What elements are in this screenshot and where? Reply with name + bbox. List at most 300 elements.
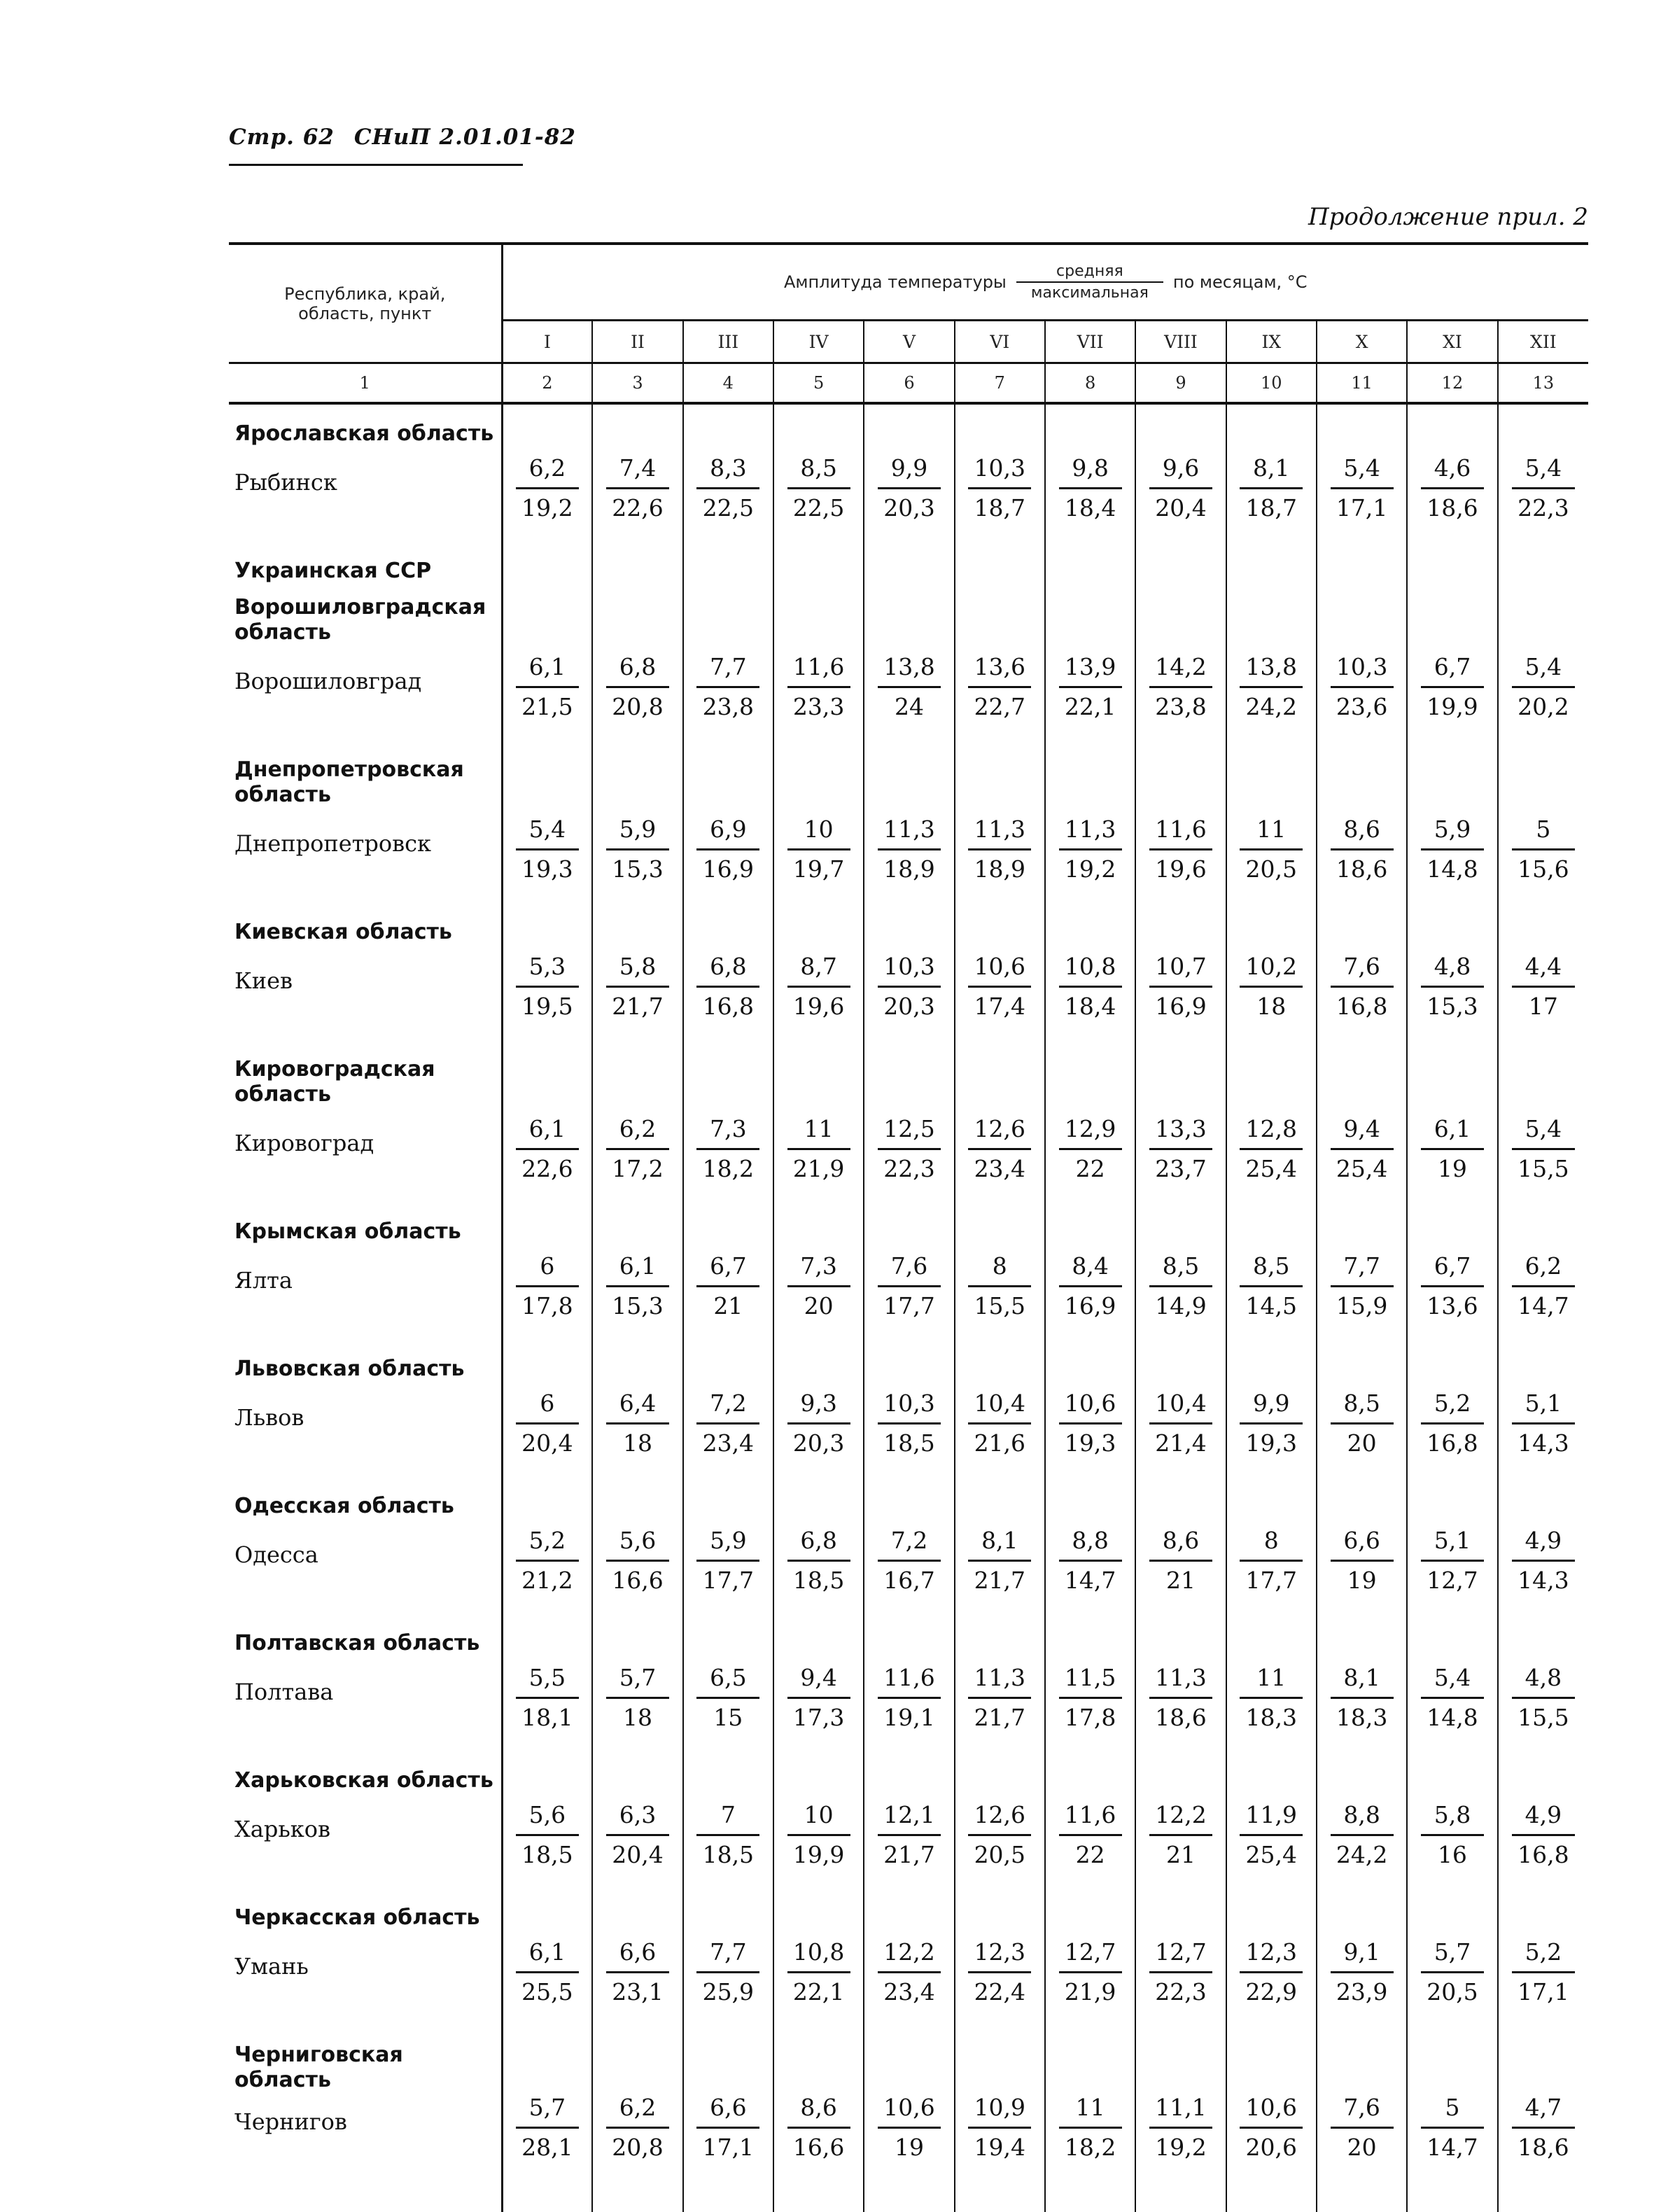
column-number: 13 xyxy=(1498,363,1588,404)
max-amplitude: 18 xyxy=(1256,993,1287,1020)
amplitude-cell xyxy=(1498,952,1588,1053)
empty-cell xyxy=(1045,1352,1135,1389)
amplitude-cell xyxy=(864,652,954,753)
amplitude-cell xyxy=(955,815,1045,916)
empty-cell xyxy=(683,1490,773,1526)
mean-amplitude: 10,3 xyxy=(883,953,935,980)
max-amplitude: 21,7 xyxy=(612,993,664,1020)
amplitude-cell xyxy=(1317,815,1407,916)
city-row xyxy=(229,1252,1588,1352)
max-amplitude: 21,4 xyxy=(1155,1429,1207,1457)
mean-amplitude: 13,3 xyxy=(1155,1115,1207,1142)
empty-cell xyxy=(1407,1490,1497,1526)
mean-amplitude: 5,5 xyxy=(528,1664,566,1691)
amplitude-fraction xyxy=(774,1389,863,1457)
amplitude-fraction xyxy=(684,1526,773,1594)
amplitude-cell xyxy=(1045,1389,1135,1490)
amplitude-fraction xyxy=(593,652,682,720)
amplitude-cell xyxy=(773,952,864,1053)
mean-amplitude: 10,6 xyxy=(883,2094,935,2121)
amplitude-cell xyxy=(1498,1389,1588,1490)
amplitude-fraction xyxy=(1499,1663,1588,1731)
empty-cell xyxy=(1045,403,1135,417)
amplitude-fraction xyxy=(1499,815,1588,883)
amplitude-fraction xyxy=(1408,952,1497,1020)
max-amplitude: 22,1 xyxy=(792,1978,845,2005)
max-amplitude: 18,9 xyxy=(974,855,1026,883)
empty-cell xyxy=(502,753,592,815)
city-name: Днепропетровск xyxy=(229,815,502,916)
amplitude-cell xyxy=(955,1938,1045,2038)
empty-cell xyxy=(1045,1764,1135,1800)
empty-cell xyxy=(864,403,954,417)
max-amplitude: 18,5 xyxy=(702,1841,755,1868)
amplitude-cell xyxy=(773,1526,864,1627)
max-amplitude: 18,3 xyxy=(1336,1704,1388,1731)
max-amplitude: 15,5 xyxy=(1518,1704,1569,1731)
amplitude-fraction xyxy=(774,1800,863,1868)
city-name: Умань xyxy=(229,1938,502,2038)
empty-cell xyxy=(592,417,682,454)
max-amplitude: 15,5 xyxy=(1518,1155,1569,1182)
amplitude-header xyxy=(502,244,1588,321)
empty-cell xyxy=(1317,1352,1407,1389)
amplitude-fraction xyxy=(1317,1389,1406,1457)
empty-cell xyxy=(1498,1764,1588,1800)
amplitude-cell xyxy=(683,1526,773,1627)
mean-amplitude: 5,1 xyxy=(1525,1390,1562,1417)
max-amplitude: 19,2 xyxy=(521,494,573,522)
mean-amplitude: 7,2 xyxy=(710,1390,747,1417)
empty-cell xyxy=(683,1215,773,1252)
mean-amplitude: 5,7 xyxy=(1434,1938,1471,1966)
max-amplitude: 14,8 xyxy=(1427,1704,1478,1731)
amplitude-cell xyxy=(1135,815,1226,916)
empty-cell xyxy=(683,753,773,815)
max-amplitude: 20,5 xyxy=(974,1841,1026,1868)
amplitude-table xyxy=(229,242,1588,2212)
amplitude-fraction xyxy=(503,815,592,883)
amplitude-fraction xyxy=(1046,952,1135,1020)
empty-cell xyxy=(1498,1053,1588,1114)
city-name: Кировоград xyxy=(229,1114,502,1215)
mean-amplitude: 12,6 xyxy=(974,1115,1026,1142)
empty-cell xyxy=(1407,417,1497,454)
max-amplitude: 16,9 xyxy=(1155,993,1207,1020)
mean-amplitude: 6,5 xyxy=(710,1664,747,1691)
amplitude-cell xyxy=(683,1938,773,2038)
max-amplitude: 25,9 xyxy=(702,1978,755,2005)
mean-amplitude: 13,6 xyxy=(974,653,1026,680)
mean-amplitude: 9,1 xyxy=(1343,1938,1380,1966)
amplitude-cell xyxy=(773,1800,864,1901)
amplitude-cell xyxy=(1135,2093,1226,2194)
mean-amplitude: 8,7 xyxy=(800,953,837,980)
location-header-text: Республика, край, область, пункт xyxy=(284,284,446,323)
amplitude-cell xyxy=(773,1389,864,1490)
max-amplitude: 22 xyxy=(1075,1841,1105,1868)
mean-amplitude: 10,7 xyxy=(1155,953,1207,980)
amplitude-fraction xyxy=(503,1526,592,1594)
mean-amplitude: 11 xyxy=(804,1115,834,1142)
column-number-row xyxy=(229,363,1588,404)
region-row xyxy=(229,554,1588,591)
amplitude-prefix: Амплитуда температуры xyxy=(784,272,1007,292)
empty-cell xyxy=(683,1764,773,1800)
amplitude-cell xyxy=(1135,1252,1226,1352)
mean-amplitude: 5,6 xyxy=(619,1527,657,1554)
max-amplitude: 19,3 xyxy=(1064,1429,1116,1457)
max-amplitude: 18,7 xyxy=(1245,494,1298,522)
empty-cell xyxy=(1317,2194,1407,2212)
max-amplitude: 19,6 xyxy=(792,993,845,1020)
amplitude-cell xyxy=(683,1389,773,1490)
amplitude-fraction xyxy=(774,1938,863,2005)
amplitude-cell xyxy=(592,1114,682,1215)
amplitude-fraction xyxy=(684,1938,773,2005)
max-amplitude: 18,6 xyxy=(1155,1704,1207,1731)
empty-cell xyxy=(1135,1352,1226,1389)
amplitude-cell xyxy=(592,1252,682,1352)
mean-amplitude: 7,3 xyxy=(710,1115,747,1142)
amplitude-fraction xyxy=(1408,815,1497,883)
mean-amplitude: 5 xyxy=(1445,2094,1460,2121)
mean-amplitude: 6,8 xyxy=(619,653,657,680)
amplitude-cell xyxy=(1407,652,1497,753)
empty-cell xyxy=(592,554,682,591)
amplitude-cell xyxy=(1317,454,1407,554)
empty-cell xyxy=(1317,1901,1407,1938)
amplitude-cell xyxy=(864,454,954,554)
amplitude-cell xyxy=(1226,1389,1317,1490)
month-header: X xyxy=(1317,321,1407,363)
max-amplitude: 19,5 xyxy=(521,993,573,1020)
max-amplitude: 16,9 xyxy=(1064,1292,1116,1320)
amplitude-cell xyxy=(1317,1800,1407,1901)
amplitude-cell xyxy=(592,1389,682,1490)
amplitude-fraction xyxy=(1227,454,1316,522)
amplitude-fraction xyxy=(955,1526,1044,1594)
empty-cell xyxy=(502,2194,592,2212)
month-header: II xyxy=(592,321,682,363)
amplitude-cell xyxy=(1135,1800,1226,1901)
max-amplitude: 20 xyxy=(1347,2134,1377,2161)
amplitude-fraction xyxy=(1499,652,1588,720)
region-name: Ярославская область xyxy=(229,417,502,454)
amplitude-fraction xyxy=(1499,1389,1588,1457)
amplitude-cell xyxy=(1407,1252,1497,1352)
mean-amplitude: 7,4 xyxy=(619,454,657,482)
column-number: 8 xyxy=(1045,363,1135,404)
empty-cell xyxy=(1135,417,1226,454)
empty-cell xyxy=(1407,916,1497,952)
mean-amplitude: 13,8 xyxy=(1245,653,1298,680)
amplitude-cell xyxy=(1407,1938,1497,2038)
page-number: Стр. 62 xyxy=(229,125,335,150)
amplitude-fraction xyxy=(1227,1114,1316,1182)
amplitude-cell xyxy=(1045,1800,1135,1901)
empty-cell xyxy=(502,916,592,952)
amplitude-fraction xyxy=(864,1252,953,1320)
mean-amplitude: 11,5 xyxy=(1064,1664,1116,1691)
amplitude-fraction xyxy=(1227,815,1316,883)
max-amplitude: 18,2 xyxy=(702,1155,755,1182)
city-name: Полтава xyxy=(229,1663,502,1764)
empty-cell xyxy=(773,1053,864,1114)
empty-cell xyxy=(864,1053,954,1114)
amplitude-fraction xyxy=(1499,1114,1588,1182)
amplitude-cell xyxy=(502,1800,592,1901)
amplitude-suffix: по месяцам, °С xyxy=(1172,272,1308,292)
max-amplitude: 17,8 xyxy=(1064,1704,1116,1731)
empty-cell xyxy=(1407,2038,1497,2093)
amplitude-fraction xyxy=(1408,1114,1497,1182)
amplitude-cell xyxy=(864,1389,954,1490)
amplitude-cell xyxy=(683,454,773,554)
amplitude-fraction xyxy=(1499,1526,1588,1594)
city-row xyxy=(229,1938,1588,2038)
empty-cell xyxy=(1407,753,1497,815)
mean-amplitude: 12,7 xyxy=(1064,1938,1116,1966)
mean-amplitude: 9,9 xyxy=(1253,1390,1290,1417)
empty-cell xyxy=(592,2038,682,2093)
max-amplitude: 21 xyxy=(1165,1567,1196,1594)
mean-amplitude: 9,8 xyxy=(1072,454,1109,482)
amplitude-fraction xyxy=(774,952,863,1020)
max-amplitude: 21 xyxy=(1165,1841,1196,1868)
amplitude-cell xyxy=(592,1526,682,1627)
empty-cell xyxy=(1407,591,1497,652)
mean-amplitude: 5,4 xyxy=(1343,454,1380,482)
mean-amplitude: 5,2 xyxy=(528,1527,566,1554)
region-row xyxy=(229,1215,1588,1252)
mean-amplitude: 5,1 xyxy=(1434,1527,1471,1554)
amplitude-fraction xyxy=(684,952,773,1020)
amplitude-cell xyxy=(864,815,954,916)
empty-cell xyxy=(1226,554,1317,591)
empty-cell xyxy=(1135,554,1226,591)
empty-cell xyxy=(592,1352,682,1389)
mean-amplitude: 7,7 xyxy=(710,1938,747,1966)
max-amplitude: 19,3 xyxy=(521,855,573,883)
max-amplitude: 12,7 xyxy=(1427,1567,1478,1594)
mean-amplitude: 13,9 xyxy=(1064,653,1116,680)
amplitude-fraction xyxy=(864,652,953,720)
mean-amplitude: 6,3 xyxy=(619,1801,657,1828)
amplitude-fraction xyxy=(1046,1663,1135,1731)
max-amplitude: 18,4 xyxy=(1064,993,1116,1020)
max-amplitude: 16,6 xyxy=(612,1567,664,1594)
month-header: IX xyxy=(1226,321,1317,363)
empty-cell xyxy=(1135,2194,1226,2212)
empty-cell xyxy=(1317,1764,1407,1800)
amplitude-cell xyxy=(1135,454,1226,554)
mean-amplitude: 6,1 xyxy=(528,1938,566,1966)
max-amplitude: 21,7 xyxy=(883,1841,935,1868)
amplitude-fraction xyxy=(1499,1800,1588,1868)
empty-cell xyxy=(1045,753,1135,815)
city-row xyxy=(229,1663,1588,1764)
empty-cell xyxy=(592,403,682,417)
mean-amplitude: 5,4 xyxy=(528,816,566,843)
amplitude-cell xyxy=(773,652,864,753)
mean-amplitude: 6,7 xyxy=(1434,653,1471,680)
amplitude-fraction xyxy=(1499,454,1588,522)
max-amplitude: 20,3 xyxy=(792,1429,845,1457)
amplitude-fraction xyxy=(955,1114,1044,1182)
empty-cell xyxy=(502,1901,592,1938)
amplitude-fraction xyxy=(1408,1252,1497,1320)
empty-cell xyxy=(1498,1627,1588,1663)
max-amplitude: 19,9 xyxy=(1427,693,1478,720)
empty-cell xyxy=(773,1215,864,1252)
amplitude-fraction xyxy=(955,1938,1044,2005)
empty-cell xyxy=(1226,1490,1317,1526)
amplitude-fraction xyxy=(1136,1938,1225,2005)
max-amplitude: 21,7 xyxy=(974,1704,1026,1731)
amplitude-fraction xyxy=(1016,262,1163,302)
mean-amplitude: 10,2 xyxy=(1245,953,1298,980)
empty-cell xyxy=(1498,1490,1588,1526)
mean-amplitude: 8,6 xyxy=(1343,816,1380,843)
amplitude-fraction xyxy=(684,1800,773,1868)
amplitude-fraction xyxy=(774,815,863,883)
mean-amplitude: 6,2 xyxy=(528,454,566,482)
max-amplitude: 14,7 xyxy=(1064,1567,1116,1594)
amplitude-cell xyxy=(502,1663,592,1764)
amplitude-fraction xyxy=(1408,1800,1497,1868)
mean-amplitude: 10,3 xyxy=(974,454,1026,482)
amplitude-fraction xyxy=(1227,652,1316,720)
amplitude-cell xyxy=(1498,1526,1588,1627)
mean-amplitude: 12,7 xyxy=(1155,1938,1207,1966)
amplitude-cell xyxy=(773,454,864,554)
mean-amplitude: 10,9 xyxy=(974,2094,1026,2121)
empty-cell xyxy=(683,417,773,454)
amplitude-cell xyxy=(1135,1526,1226,1627)
max-amplitude: 17,7 xyxy=(702,1567,755,1594)
empty-cell xyxy=(773,2038,864,2093)
amplitude-cell xyxy=(1498,2093,1588,2194)
empty-cell xyxy=(955,591,1045,652)
max-amplitude: 18,4 xyxy=(1064,494,1116,522)
column-number: 4 xyxy=(683,363,773,404)
amplitude-cell xyxy=(955,1252,1045,1352)
amplitude-cell xyxy=(955,952,1045,1053)
mean-amplitude: 10,6 xyxy=(1245,2094,1298,2121)
city-row xyxy=(229,652,1588,753)
max-amplitude: 21,9 xyxy=(1064,1978,1116,2005)
amplitude-cell xyxy=(1226,652,1317,753)
amplitude-cell xyxy=(1226,454,1317,554)
max-amplitude: 22,3 xyxy=(1155,1978,1207,2005)
max-amplitude: 22,9 xyxy=(1245,1978,1298,2005)
amplitude-fraction xyxy=(1408,1938,1497,2005)
region-name: Одесская область xyxy=(229,1490,502,1526)
mean-amplitude: 8,5 xyxy=(1253,1252,1290,1280)
max-amplitude: 25,4 xyxy=(1336,1155,1388,1182)
amplitude-cell xyxy=(683,1800,773,1901)
region-name: Украинская ССР xyxy=(229,554,502,591)
max-amplitude: 14,9 xyxy=(1155,1292,1207,1320)
table-body xyxy=(229,403,1588,2212)
max-amplitude: 24 xyxy=(894,693,924,720)
amplitude-fraction xyxy=(684,2093,773,2161)
mean-amplitude: 11,6 xyxy=(792,653,845,680)
max-amplitude: 19 xyxy=(894,2134,924,2161)
max-amplitude: 18,6 xyxy=(1336,855,1388,883)
max-amplitude: 15,6 xyxy=(1518,855,1569,883)
amplitude-cell xyxy=(1317,1938,1407,2038)
amplitude-fraction xyxy=(1408,2093,1497,2161)
max-amplitude: 28,1 xyxy=(521,2134,573,2161)
empty-cell xyxy=(1226,403,1317,417)
amplitude-fraction xyxy=(955,1663,1044,1731)
empty-cell xyxy=(864,2038,954,2093)
region-name: Черкасская область xyxy=(229,1901,502,1938)
empty-cell xyxy=(1135,591,1226,652)
column-number: 3 xyxy=(592,363,682,404)
max-amplitude: 14,7 xyxy=(1518,1292,1569,1320)
empty-cell xyxy=(864,1215,954,1252)
empty-cell xyxy=(592,753,682,815)
amplitude-fraction xyxy=(593,2093,682,2161)
amplitude-cell xyxy=(1045,1252,1135,1352)
empty-cell xyxy=(955,1901,1045,1938)
max-amplitude: 20,8 xyxy=(612,693,664,720)
max-amplitude: 23,7 xyxy=(1155,1155,1207,1182)
amplitude-cell xyxy=(1226,1252,1317,1352)
amplitude-fraction xyxy=(774,1663,863,1731)
amplitude-cell xyxy=(683,1252,773,1352)
amplitude-cell xyxy=(592,952,682,1053)
city-name: Чернигов xyxy=(229,2093,502,2194)
empty-cell xyxy=(1226,1215,1317,1252)
empty-cell xyxy=(502,1215,592,1252)
max-amplitude: 17 xyxy=(1528,993,1558,1020)
mean-amplitude: 5,4 xyxy=(1525,653,1562,680)
max-amplitude: 18,3 xyxy=(1245,1704,1298,1731)
empty-cell xyxy=(1045,554,1135,591)
amplitude-cell xyxy=(864,1526,954,1627)
amplitude-cell xyxy=(592,1800,682,1901)
region-name: Львовская область xyxy=(229,1352,502,1389)
amplitude-fraction xyxy=(593,815,682,883)
month-header: VII xyxy=(1045,321,1135,363)
max-amplitude: 15,9 xyxy=(1336,1292,1388,1320)
amplitude-cell xyxy=(502,1252,592,1352)
amplitude-fraction xyxy=(1227,1526,1316,1594)
column-number: 5 xyxy=(773,363,864,404)
city-row xyxy=(229,952,1588,1053)
region-row xyxy=(229,591,1588,652)
mean-amplitude: 12,3 xyxy=(1245,1938,1298,1966)
amplitude-fraction xyxy=(864,1526,953,1594)
amplitude-cell xyxy=(864,952,954,1053)
max-amplitude: 15,5 xyxy=(974,1292,1026,1320)
amplitude-cell xyxy=(1407,454,1497,554)
amplitude-fraction xyxy=(684,815,773,883)
empty-cell xyxy=(229,403,502,417)
amplitude-cell xyxy=(592,652,682,753)
amplitude-fraction xyxy=(684,454,773,522)
column-header-location xyxy=(229,244,502,363)
mean-amplitude: 7,6 xyxy=(1343,2094,1380,2121)
empty-cell xyxy=(773,2194,864,2212)
max-amplitude: 18,7 xyxy=(974,494,1026,522)
city-name: Ворошиловград xyxy=(229,652,502,753)
mean-amplitude: 12,6 xyxy=(974,1801,1026,1828)
